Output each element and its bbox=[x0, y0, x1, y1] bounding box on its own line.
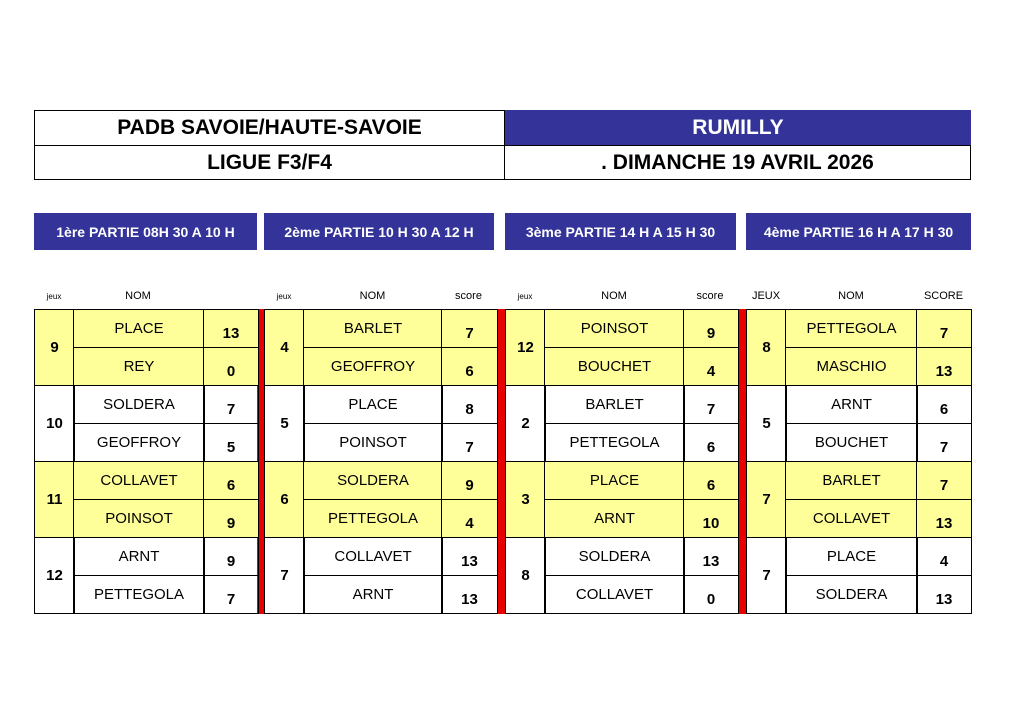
player-name: GEOFFROY bbox=[303, 347, 443, 386]
player-name: MASCHIO bbox=[785, 347, 918, 386]
section-3-score-header: score bbox=[696, 290, 724, 302]
section-2-score-header: score bbox=[455, 290, 482, 302]
player-name: PLACE bbox=[303, 385, 443, 424]
player-score: 6 bbox=[916, 385, 972, 424]
player-score: 9 bbox=[203, 499, 259, 538]
player-score: 7 bbox=[441, 423, 498, 462]
player-score: 6 bbox=[203, 461, 259, 500]
player-score: 7 bbox=[203, 575, 259, 614]
player-name: BARLET bbox=[544, 385, 685, 424]
player-score: 7 bbox=[441, 309, 498, 348]
phase-2-banner: 2ème PARTIE 10 H 30 A 12 H bbox=[264, 213, 494, 250]
player-score: 0 bbox=[203, 347, 259, 386]
phase-1-banner: 1ère PARTIE 08H 30 A 10 H bbox=[34, 213, 257, 250]
player-score: 13 bbox=[916, 575, 972, 614]
player-name: BARLET bbox=[785, 461, 918, 500]
player-score: 4 bbox=[441, 499, 498, 538]
league-title: LIGUE F3/F4 bbox=[34, 145, 505, 180]
player-score: 6 bbox=[683, 423, 739, 462]
player-name: BOUCHET bbox=[785, 423, 918, 462]
section-4-nom-header: NOM bbox=[838, 290, 864, 302]
player-score: 13 bbox=[916, 499, 972, 538]
player-name: BARLET bbox=[303, 309, 443, 348]
player-name: PETTEGOLA bbox=[544, 423, 685, 462]
jeux-cell: 12 bbox=[34, 537, 75, 614]
section-2-jeux-header: jeux bbox=[276, 292, 292, 301]
player-score: 7 bbox=[683, 385, 739, 424]
phase-4-banner: 4ème PARTIE 16 H A 17 H 30 bbox=[746, 213, 971, 250]
player-name: PLACE bbox=[73, 309, 205, 348]
player-name: COLLAVET bbox=[73, 461, 205, 500]
jeux-cell: 12 bbox=[505, 309, 546, 386]
player-name: POINSOT bbox=[303, 423, 443, 462]
date-title: . DIMANCHE 19 AVRIL 2026 bbox=[504, 145, 971, 180]
player-name: COLLAVET bbox=[303, 537, 443, 576]
player-name: ARNT bbox=[785, 385, 918, 424]
player-score: 13 bbox=[916, 347, 972, 386]
phase-3-banner: 3ème PARTIE 14 H A 15 H 30 bbox=[505, 213, 736, 250]
player-score: 9 bbox=[203, 537, 259, 576]
jeux-cell: 7 bbox=[264, 537, 305, 614]
player-name: COLLAVET bbox=[785, 499, 918, 538]
player-name: ARNT bbox=[303, 575, 443, 614]
player-score: 0 bbox=[683, 575, 739, 614]
jeux-cell: 2 bbox=[505, 385, 546, 462]
jeux-cell: 11 bbox=[34, 461, 75, 538]
jeux-cell: 8 bbox=[746, 309, 787, 386]
player-score: 13 bbox=[441, 575, 498, 614]
section-1-jeux-header: jeux bbox=[46, 292, 62, 301]
player-score: 4 bbox=[916, 537, 972, 576]
player-score: 9 bbox=[683, 309, 739, 348]
player-name: PETTEGOLA bbox=[785, 309, 918, 348]
separator-3 bbox=[738, 309, 746, 614]
player-score: 7 bbox=[916, 309, 972, 348]
player-name: PETTEGOLA bbox=[73, 575, 205, 614]
player-score: 6 bbox=[441, 347, 498, 386]
player-name: ARNT bbox=[544, 499, 685, 538]
header-block bbox=[34, 110, 971, 180]
player-score: 7 bbox=[916, 423, 972, 462]
section-3-nom-header: NOM bbox=[601, 290, 627, 302]
jeux-cell: 4 bbox=[264, 309, 305, 386]
jeux-cell: 6 bbox=[264, 461, 305, 538]
separator-2 bbox=[497, 309, 505, 614]
location-title: RUMILLY bbox=[505, 110, 971, 146]
player-score: 13 bbox=[441, 537, 498, 576]
player-score: 8 bbox=[441, 385, 498, 424]
player-name: SOLDERA bbox=[73, 385, 205, 424]
player-name: SOLDERA bbox=[544, 537, 685, 576]
player-score: 6 bbox=[683, 461, 739, 500]
player-name: ARNT bbox=[73, 537, 205, 576]
player-score: 5 bbox=[203, 423, 259, 462]
section-4-jeux-header: JEUX bbox=[751, 290, 781, 302]
player-name: PLACE bbox=[785, 537, 918, 576]
jeux-cell: 10 bbox=[34, 385, 75, 462]
jeux-cell: 9 bbox=[34, 309, 75, 386]
player-name: COLLAVET bbox=[544, 575, 685, 614]
section-3-jeux-header: jeux bbox=[517, 292, 533, 301]
player-name: SOLDERA bbox=[303, 461, 443, 500]
jeux-cell: 7 bbox=[746, 537, 787, 614]
player-score: 4 bbox=[683, 347, 739, 386]
player-name: POINSOT bbox=[544, 309, 685, 348]
jeux-cell: 8 bbox=[505, 537, 546, 614]
federation-title: PADB SAVOIE/HAUTE-SAVOIE bbox=[34, 110, 505, 146]
player-name: PLACE bbox=[544, 461, 685, 500]
player-score: 13 bbox=[683, 537, 739, 576]
player-name: SOLDERA bbox=[785, 575, 918, 614]
player-score: 10 bbox=[683, 499, 739, 538]
player-name: POINSOT bbox=[73, 499, 205, 538]
player-name: GEOFFROY bbox=[73, 423, 205, 462]
player-name: PETTEGOLA bbox=[303, 499, 443, 538]
section-4-score-header: SCORE bbox=[923, 290, 964, 302]
jeux-cell: 5 bbox=[746, 385, 787, 462]
section-2-nom-header: NOM bbox=[359, 290, 386, 302]
jeux-cell: 5 bbox=[264, 385, 305, 462]
jeux-cell: 3 bbox=[505, 461, 546, 538]
player-name: REY bbox=[73, 347, 205, 386]
section-1-nom-header: NOM bbox=[125, 290, 151, 302]
jeux-cell: 7 bbox=[746, 461, 787, 538]
player-score: 9 bbox=[441, 461, 498, 500]
player-name: BOUCHET bbox=[544, 347, 685, 386]
player-score: 13 bbox=[203, 309, 259, 348]
player-score: 7 bbox=[916, 461, 972, 500]
player-score: 7 bbox=[203, 385, 259, 424]
